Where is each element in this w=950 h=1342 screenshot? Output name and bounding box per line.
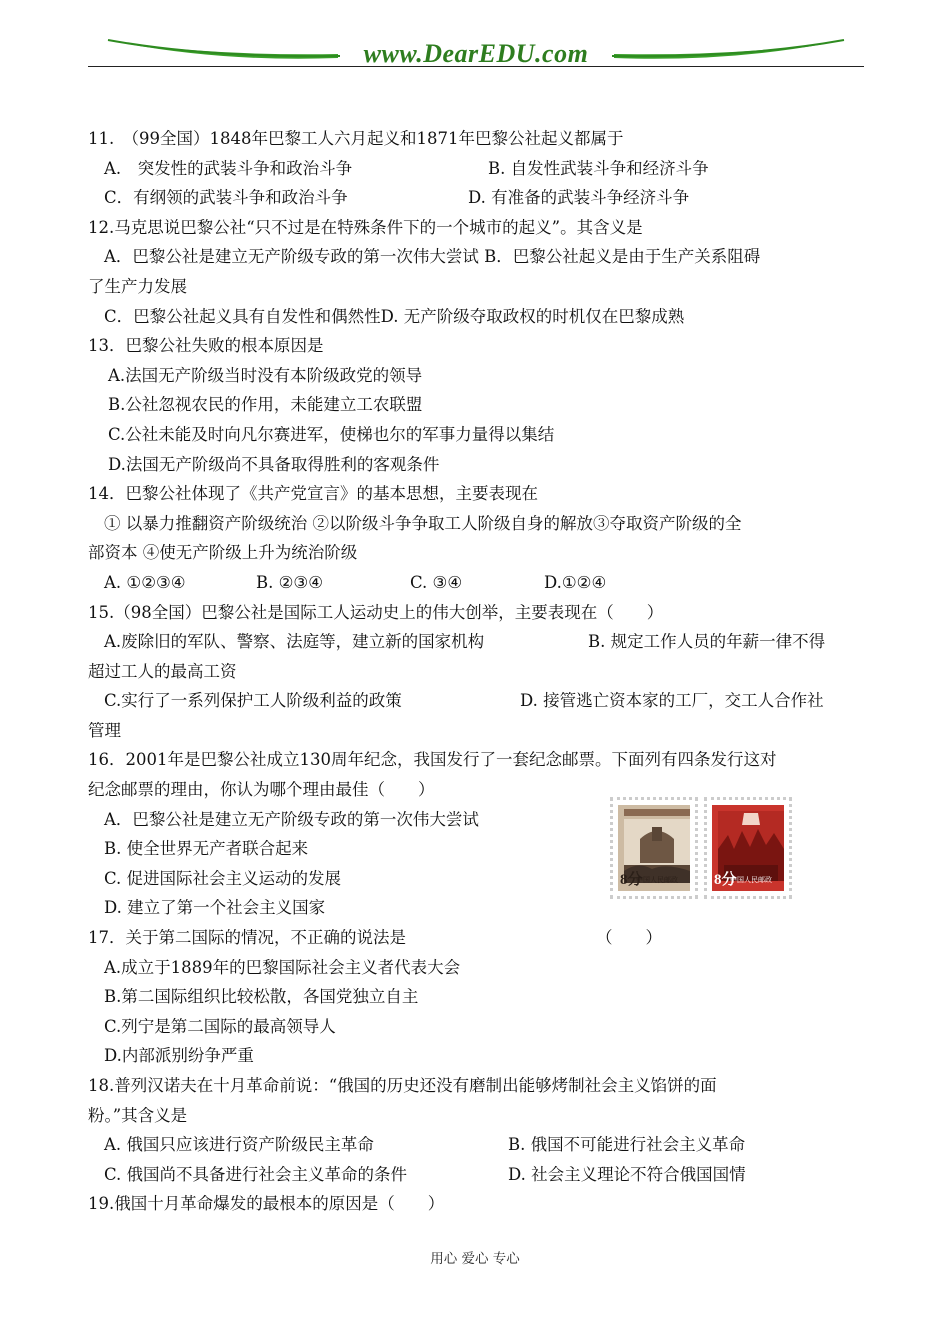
question-text: D. 建立了第一个社会主义国家 (104, 898, 326, 918)
answer-option: D. 接管逃亡资本家的工厂，交工人合作社 (520, 691, 824, 711)
question-text: ① 以暴力推翻资产阶级统治 ②以阶级斗争争取工人阶级自身的解放③夺取资产阶级的全 (104, 513, 742, 533)
question-text: D.法国无产阶级尚不具备取得胜利的客观条件 (108, 454, 440, 474)
stamp-right (704, 797, 792, 899)
question-text: B.第二国际组织比较松散，各国党独立自主 (104, 987, 419, 1007)
stamp-left (610, 797, 698, 899)
question-text: A．巴黎公社是建立无产阶级专政的第一次伟大尝试 (104, 809, 479, 829)
question-line (88, 331, 864, 361)
stamp-right-value: 8分 (714, 872, 737, 888)
question-14 (88, 479, 864, 597)
question-text: 12.马克思说巴黎公社“只不过是在特殊条件下的一个城市的起义”。其含义是 (88, 217, 643, 237)
stamp-left-value: 8分 (620, 872, 643, 888)
answer-option: A.废除旧的军队、警察、法庭等，建立新的国家机构 (104, 632, 485, 652)
question-line (88, 1041, 864, 1071)
commemorative-stamps (610, 797, 798, 899)
answer-option: B. ②③④ (256, 572, 323, 592)
question-line (88, 509, 864, 539)
answer-option: A. 突发性的武装斗争和政治斗争 (104, 158, 353, 178)
question-text: 19.俄国十月革命爆发的最根本的原因是（ ） (88, 1194, 445, 1214)
question-text: C.公社未能及时向凡尔赛进军，使梯也尔的军事力量得以集结 (108, 424, 555, 444)
question-text: B.公社忽视农民的作用，未能建立工农联盟 (108, 395, 423, 415)
answer-option: B. 规定工作人员的年薪一律不得 (588, 632, 826, 652)
answer-option: D. 有准备的武装斗争经济斗争 (468, 188, 690, 208)
question-text: 部资本 ④使无产阶级上升为统治阶级 (88, 543, 358, 563)
site-url: www.DearEDU.com (363, 39, 589, 68)
answer-option: B. 俄国不可能进行社会主义革命 (508, 1135, 746, 1155)
question-text: 11. （99全国）1848年巴黎工人六月起义和1871年巴黎公社起义都属于 (88, 129, 624, 148)
question-18 (88, 1071, 864, 1189)
question-line (88, 1189, 864, 1219)
question-text: C.列宁是第二国际的最高领导人 (104, 1016, 336, 1036)
question-text: 15.（98全国）巴黎公社是国际工人运动史上的伟大创举，主要表现在（ ） (88, 602, 664, 622)
question-line (88, 982, 864, 1012)
question-line (88, 568, 864, 598)
answer-option: （ ） (596, 928, 662, 948)
question-text: A．巴黎公社是建立无产阶级专政的第一次伟大尝试 B．巴黎公社起义是由于生产关系阻碍 (104, 247, 761, 267)
question-line (88, 242, 864, 272)
answer-option: A. ①②③④ (104, 572, 186, 592)
question-line (88, 1012, 864, 1042)
question-text: 16．2001年是巴黎公社成立130周年纪念，我国发行了一套纪念邮票。下面列有四条发行这对 (88, 750, 777, 770)
answer-option: B. 自发性武装斗争和经济斗争 (488, 158, 709, 178)
question-line (88, 183, 864, 213)
question-line (88, 1130, 864, 1160)
question-text: 超过工人的最高工资 (88, 661, 237, 681)
question-text: A.成立于1889年的巴黎国际社会主义者代表大会 (104, 957, 461, 977)
question-11 (88, 124, 864, 213)
question-line (88, 1071, 864, 1101)
question-line (88, 124, 864, 154)
question-line (88, 657, 864, 687)
question-line (88, 361, 864, 391)
question-line (88, 1101, 864, 1131)
question-text: C. 促进国际社会主义运动的发展 (104, 868, 342, 888)
question-line (88, 213, 864, 243)
question-text: B. 使全世界无产者联合起来 (104, 839, 309, 859)
answer-option: D. 社会主义理论不符合俄国国情 (508, 1164, 746, 1184)
question-text: 粉。”其含义是 (88, 1105, 188, 1125)
answer-option: C. 俄国尚不具备进行社会主义革命的条件 (104, 1164, 408, 1184)
question-list (88, 124, 864, 1219)
question-line (88, 598, 864, 628)
answer-option: C.实行了一系列保护工人阶级利益的政策 (104, 691, 402, 711)
answer-option: 17．关于第二国际的情况，不正确的说法是 (88, 928, 406, 948)
question-text: 13．巴黎公社失败的根本原因是 (88, 336, 324, 356)
question-text: 18.普列汉诺夫在十月革命前说：“俄国的历史还没有磨制出能够烤制社会主义馅饼的面 (88, 1076, 717, 1095)
question-line (88, 716, 864, 746)
answer-option: D.①②④ (544, 572, 607, 592)
question-text: 纪念邮票的理由，你认为哪个理由最佳（ ） (88, 780, 435, 800)
question-text: A.法国无产阶级当时没有本阶级政党的领导 (108, 365, 423, 385)
question-line (88, 538, 864, 568)
question-line (88, 420, 864, 450)
question-line (88, 745, 864, 775)
answer-option: C. ③④ (410, 572, 463, 592)
header-rule (88, 66, 864, 67)
question-line (88, 450, 864, 480)
question-line (88, 923, 864, 953)
question-line (88, 272, 864, 302)
question-19 (88, 1189, 864, 1219)
question-line (88, 154, 864, 184)
question-15 (88, 598, 864, 746)
answer-option: A. 俄国只应该进行资产阶级民主革命 (104, 1135, 374, 1155)
question-text: 了生产力发展 (88, 276, 187, 296)
question-text: 14．巴黎公社体现了《共产党宣言》的基本思想，主要表现在 (88, 484, 538, 504)
question-12 (88, 213, 864, 331)
question-line (88, 627, 864, 657)
stamp-right-country: 中国人民邮政 (730, 876, 772, 884)
page-footer: 用心 爱心 专心 (430, 1251, 520, 1267)
question-line (88, 953, 864, 983)
question-text: D.内部派别纷争严重 (104, 1046, 254, 1066)
question-text: C．巴黎公社起义具有自发性和偶然性D. 无产阶级夺取政权的时机仅在巴黎成熟 (104, 306, 685, 326)
question-line (88, 1160, 864, 1190)
question-text: 管理 (88, 720, 121, 740)
question-17 (88, 923, 864, 1071)
question-line (88, 686, 864, 716)
answer-option: C．有纲领的武装斗争和政治斗争 (104, 188, 348, 208)
question-line (88, 479, 864, 509)
question-line (88, 302, 864, 332)
question-13 (88, 331, 864, 479)
stamp-left-country: 中国人民邮政 (636, 876, 678, 884)
question-line (88, 390, 864, 420)
